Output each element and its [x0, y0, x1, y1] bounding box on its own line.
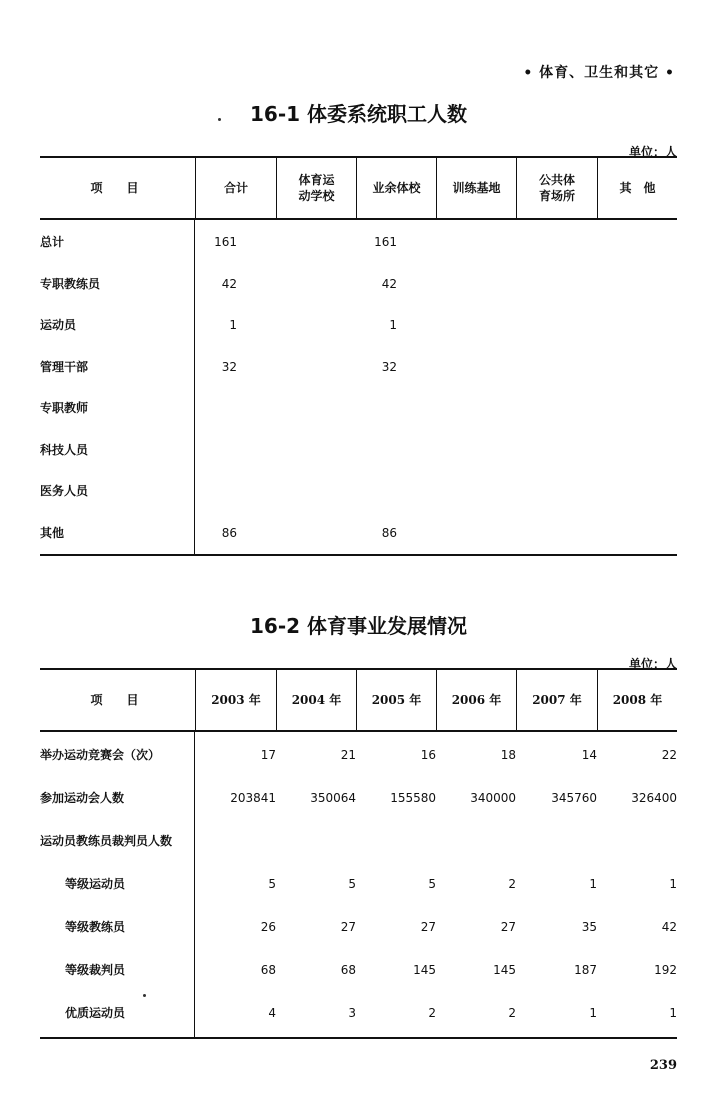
table-row [40, 906, 677, 949]
table2-col-header: 2003 年 [195, 670, 276, 730]
row-label: 专职教练员 [40, 276, 101, 291]
table1-unit: 单位：人 [628, 145, 677, 159]
table-cell: 192 [654, 963, 677, 977]
table-cell: 1 [389, 318, 397, 332]
table-row [40, 471, 677, 513]
table-cell: 26 [260, 920, 276, 934]
table2-unit: 单位：人 [628, 657, 677, 671]
table-cell: 1 [669, 1006, 677, 1020]
table-row [40, 305, 677, 347]
table-row [40, 264, 677, 306]
row-label: 等级教练员 [65, 920, 126, 934]
table-row [40, 949, 677, 992]
table-cell: 1 [229, 318, 237, 332]
row-label: 医务人员 [40, 484, 89, 498]
table-row [40, 992, 677, 1035]
row-label: 专职教师 [40, 401, 89, 415]
table-cell: 5 [268, 877, 276, 891]
table2-col-header: 2007 年 [516, 670, 597, 730]
table-cell: 2 [508, 877, 516, 891]
table2-col-header: 2008 年 [597, 670, 677, 730]
table-cell: 21 [340, 748, 356, 762]
print-speck [218, 118, 221, 121]
table1-title: 16-1 体委系统职工人数 [249, 102, 467, 126]
table2-col-header: 项 目 [90, 693, 145, 707]
table-cell: 326400 [631, 791, 677, 805]
table-cell: 350064 [310, 791, 356, 805]
table2-col-header: 2006 年 [436, 670, 516, 730]
table-cell: 145 [413, 963, 436, 977]
table-cell: 340000 [470, 791, 516, 805]
running-header: • 体育、卫生和其它 • [523, 65, 675, 81]
table1 [40, 156, 677, 556]
table1-header [40, 156, 677, 220]
table-cell: 345760 [551, 791, 597, 805]
table1-col-header: 公共体 育场所 [516, 158, 597, 218]
table-cell: 2 [428, 1006, 436, 1020]
print-speck [143, 994, 146, 997]
table-cell: 22 [661, 748, 677, 762]
row-label: 参加运动会人数 [40, 791, 125, 805]
table-cell: 42 [661, 920, 677, 934]
table-row [40, 777, 677, 820]
table-cell: 27 [340, 920, 356, 934]
table-cell: 16 [420, 748, 436, 762]
table2-body [40, 732, 677, 1039]
table-cell: 145 [493, 963, 516, 977]
table-cell: 4 [268, 1006, 276, 1020]
table-row [40, 388, 677, 430]
table-row [40, 347, 677, 389]
page-number: 239 [649, 1058, 677, 1073]
row-label: 总计 [40, 235, 65, 249]
table-cell: 1 [589, 877, 597, 891]
table-cell: 17 [260, 748, 276, 762]
table-cell: 1 [669, 877, 677, 891]
table1-col-header: 其 他 [597, 158, 677, 218]
table-cell: 42 [221, 276, 237, 291]
table-cell: 161 [214, 235, 237, 249]
table-cell: 161 [374, 235, 397, 249]
table-cell: 86 [381, 525, 397, 540]
row-label: 等级运动员 [65, 877, 126, 891]
row-label: 举办运动竞赛会（次） [40, 748, 161, 762]
table-cell: 2 [508, 1006, 516, 1020]
row-label: 科技人员 [40, 442, 89, 457]
table-cell: 35 [581, 920, 597, 934]
table1-col-header: 训练基地 [436, 158, 516, 218]
table2-col-header: 2004 年 [276, 670, 356, 730]
table-row [40, 430, 677, 472]
table-cell: 3 [348, 1006, 356, 1020]
table-cell: 187 [574, 963, 597, 977]
table1-col-header: 体育运 动学校 [276, 158, 356, 218]
table-cell: 18 [500, 748, 516, 762]
table-cell: 27 [420, 920, 436, 934]
table-row [40, 863, 677, 906]
table2-title: 16-2 体育事业发展情况 [249, 614, 467, 638]
table-cell: 42 [381, 276, 397, 291]
table-cell: 14 [581, 748, 597, 762]
row-label: 等级裁判员 [65, 963, 126, 977]
table2-header [40, 668, 677, 732]
table1-body [40, 220, 677, 556]
table-cell: 1 [589, 1006, 597, 1020]
table1-col-header: 合计 [195, 158, 276, 218]
table-row [40, 513, 677, 555]
table-cell: 68 [260, 963, 276, 977]
row-label: 优质运动员 [65, 1006, 126, 1020]
table-cell: 203841 [230, 791, 276, 805]
table1-col-header: 项 目 [90, 181, 145, 195]
row-label: 运动员 [40, 318, 77, 332]
table-cell: 32 [221, 359, 237, 374]
table-cell: 155580 [390, 791, 436, 805]
table-cell: 5 [348, 877, 356, 891]
table-row [40, 222, 677, 264]
table-row [40, 734, 677, 777]
row-label: 其他 [40, 525, 65, 540]
row-label: 管理干部 [40, 359, 89, 374]
table1-col-header: 业余体校 [356, 158, 436, 218]
row-label: 运动员教练员裁判员人数 [40, 834, 173, 848]
table-cell: 27 [500, 920, 516, 934]
table2-col-header: 2005 年 [356, 670, 436, 730]
table-cell: 5 [428, 877, 436, 891]
table-cell: 68 [340, 963, 356, 977]
table2 [40, 668, 677, 1039]
table-cell: 86 [221, 525, 237, 540]
table-row [40, 820, 677, 863]
table-cell: 32 [381, 359, 397, 374]
